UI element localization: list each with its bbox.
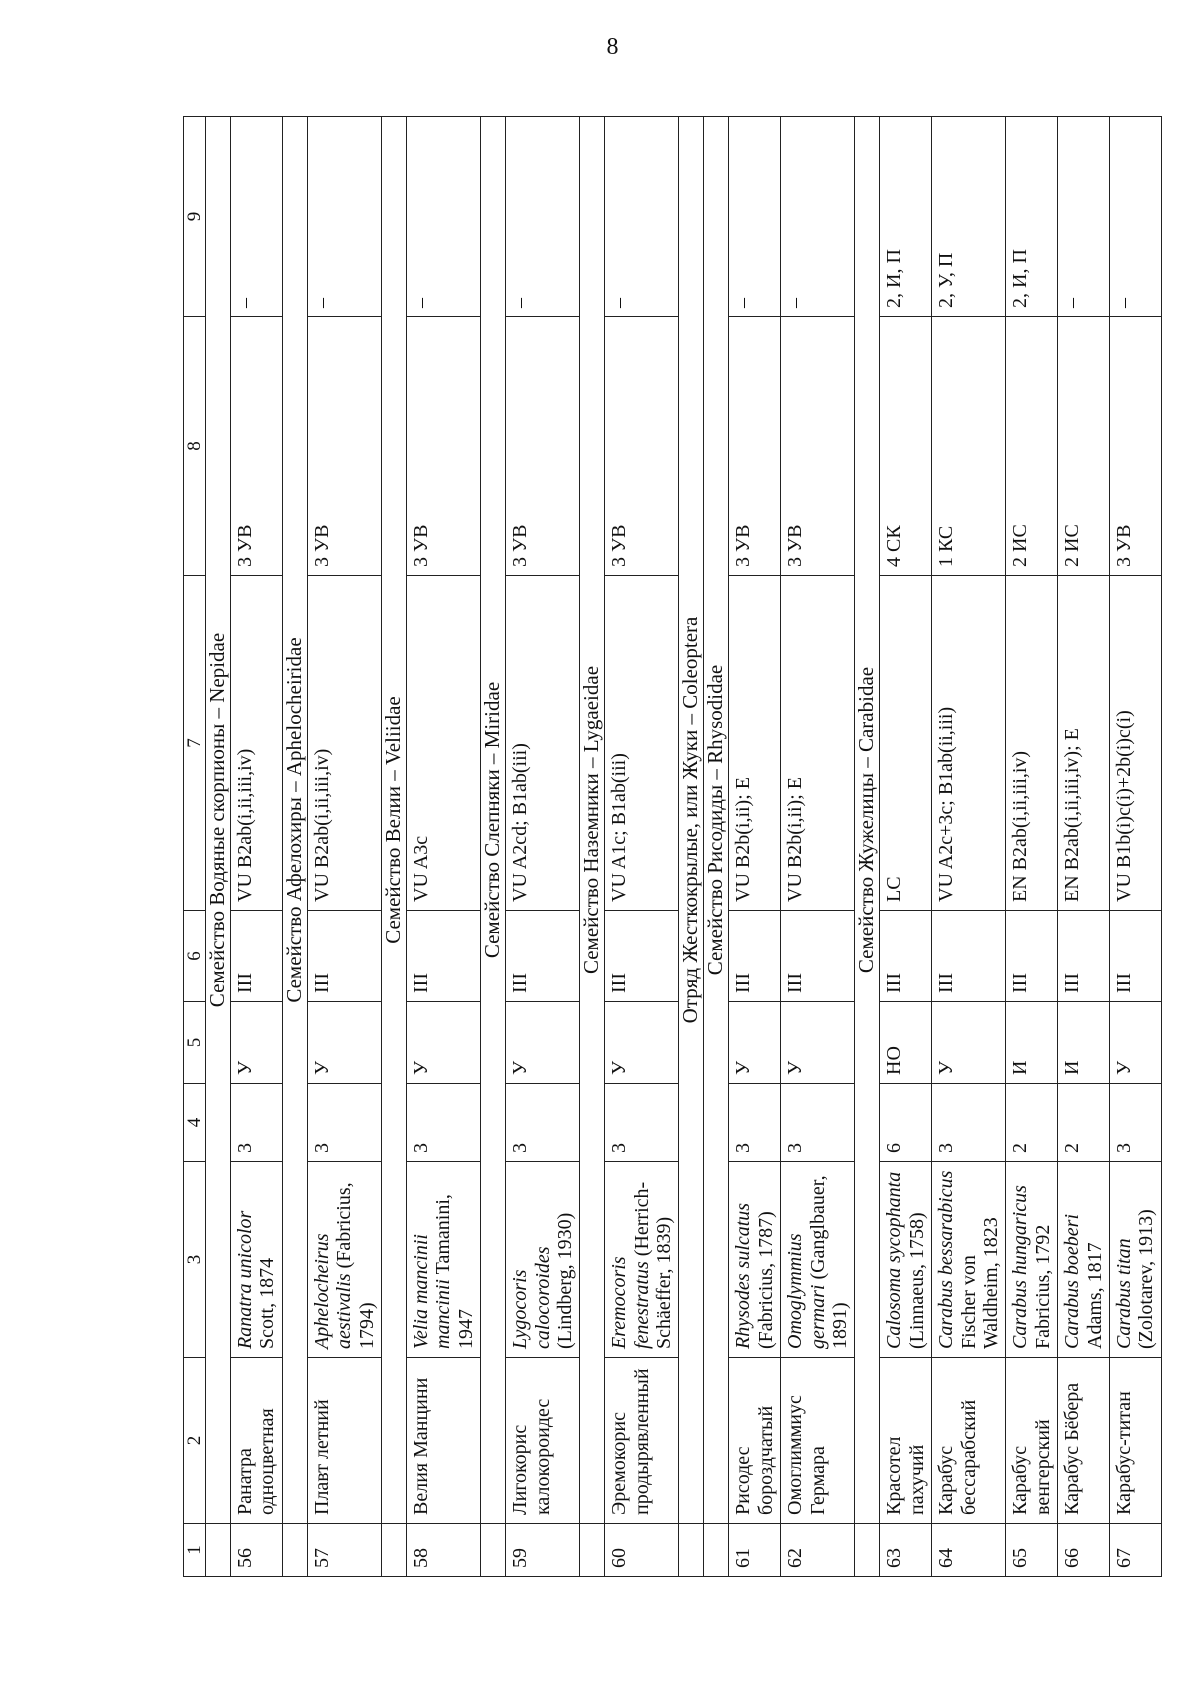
species-row xyxy=(880,117,932,1577)
latin-name: Aphelocheirus aestivalis xyxy=(310,1233,356,1349)
species-russian-name: Карабус бессарабский xyxy=(932,1358,1006,1524)
cell-col-8: 2 ИС xyxy=(1058,317,1110,576)
column-number-row xyxy=(184,117,206,1577)
page-number: 8 xyxy=(606,34,619,60)
species-russian-name: Рисодес бороздчатый xyxy=(729,1358,781,1524)
section-gap-cell xyxy=(206,1524,231,1577)
section-gap-cell xyxy=(580,1524,605,1577)
species-russian-name: Эремокорис продырявленный xyxy=(605,1358,679,1524)
species-scientific-name xyxy=(506,1162,580,1358)
cell-col-7: VU A1c; B1ab(iii) xyxy=(605,576,679,911)
cell-col-5: У xyxy=(307,1002,381,1084)
species-row xyxy=(1006,117,1058,1577)
species-row xyxy=(506,117,580,1577)
species-number: 63 xyxy=(880,1524,932,1577)
section-gap-cell xyxy=(381,1524,406,1577)
cell-col-5: У xyxy=(932,1002,1006,1084)
author-citation: Fabricius, 1792 xyxy=(1031,1224,1054,1349)
cell-col-5: И xyxy=(1006,1002,1058,1084)
species-scientific-name xyxy=(880,1162,932,1358)
section-row xyxy=(855,117,880,1577)
species-russian-name: Плавт летний xyxy=(307,1358,381,1524)
section-gap-cell xyxy=(282,1524,307,1577)
cell-col-9: 2, У, П xyxy=(932,117,1006,317)
species-russian-name: Красотел пахучий xyxy=(880,1358,932,1524)
species-scientific-name xyxy=(729,1162,781,1358)
species-number: 67 xyxy=(1109,1524,1161,1577)
cell-col-4: 3 xyxy=(781,1084,855,1162)
cell-col-8: 2 ИС xyxy=(1006,317,1058,576)
species-scientific-name xyxy=(406,1162,480,1358)
cell-col-5: У xyxy=(1109,1002,1161,1084)
author-citation: (Zolotarev, 1913) xyxy=(1135,1209,1158,1349)
species-row xyxy=(1058,117,1110,1577)
latin-name: Omoglymmius germari xyxy=(784,1233,829,1349)
cell-col-7: EN B2ab(i,ii,iii,iv); E xyxy=(1058,576,1110,911)
cell-col-5: И xyxy=(1058,1002,1110,1084)
latin-name: Carabus hungaricus xyxy=(1009,1185,1032,1349)
section-row xyxy=(704,117,729,1577)
species-row xyxy=(406,117,480,1577)
section-title: Отряд Жесткокрылые, или Жуки – Coleoptera xyxy=(679,117,704,1524)
cell-col-9: 2, И, П xyxy=(880,117,932,317)
cell-col-8: 3 УВ xyxy=(231,317,283,576)
column-number: 3 xyxy=(184,1162,206,1358)
cell-col-6: III xyxy=(880,911,932,1002)
cell-col-6: III xyxy=(406,911,480,1002)
cell-col-6: III xyxy=(932,911,1006,1002)
cell-col-7: VU A2c+3c; B1ab(ii,iii) xyxy=(932,576,1006,911)
latin-name: Velia mancinii mancinii xyxy=(409,1234,455,1349)
cell-col-8: 3 УВ xyxy=(406,317,480,576)
cell-col-4: 2 xyxy=(1058,1084,1110,1162)
section-title: Семейство Велии – Veliidae xyxy=(381,117,406,1524)
cell-col-4: 3 xyxy=(406,1084,480,1162)
cell-col-8: 3 УВ xyxy=(1109,317,1161,576)
cell-col-5: У xyxy=(406,1002,480,1084)
cell-col-5: У xyxy=(506,1002,580,1084)
latin-name: Lygocoris calocoroides xyxy=(509,1246,554,1349)
cell-col-5: У xyxy=(605,1002,679,1084)
cell-col-4: 3 xyxy=(605,1084,679,1162)
cell-col-5: У xyxy=(231,1002,283,1084)
species-row xyxy=(1109,117,1161,1577)
cell-col-9: – xyxy=(781,117,855,317)
species-russian-name: Ранатра одноцветная xyxy=(231,1358,283,1524)
section-row xyxy=(481,117,506,1577)
species-scientific-name xyxy=(605,1162,679,1358)
species-russian-name: Велия Манцини xyxy=(406,1358,480,1524)
column-number: 2 xyxy=(184,1358,206,1524)
author-citation: Adams, 1817 xyxy=(1083,1242,1106,1349)
latin-name: Carabus titan xyxy=(1112,1238,1135,1349)
rotated-table-container xyxy=(183,117,1200,1577)
species-number: 61 xyxy=(729,1524,781,1577)
species-number: 56 xyxy=(231,1524,283,1577)
section-title: Семейство Рисодиды – Rhysodidae xyxy=(704,117,729,1524)
cell-col-6: III xyxy=(231,911,283,1002)
cell-col-6: III xyxy=(729,911,781,1002)
section-gap-cell xyxy=(481,1524,506,1577)
author-citation: (Herrich-Schäeffer, 1839) xyxy=(630,1181,676,1349)
species-number: 58 xyxy=(406,1524,480,1577)
latin-name: Ranatra unicolor xyxy=(234,1210,256,1349)
cell-col-8: 3 УВ xyxy=(506,317,580,576)
species-number: 57 xyxy=(307,1524,381,1577)
cell-col-4: 3 xyxy=(932,1084,1006,1162)
cell-col-4: 3 xyxy=(307,1084,381,1162)
cell-col-4: 3 xyxy=(1109,1084,1161,1162)
species-russian-name: Карабус-титан xyxy=(1109,1358,1161,1524)
author-citation: (Fabricius, 1794) xyxy=(333,1182,378,1349)
cell-col-9: – xyxy=(231,117,283,317)
species-scientific-name xyxy=(1109,1162,1161,1358)
cell-col-7: LC xyxy=(880,576,932,911)
author-citation: Scott, 1874 xyxy=(256,1257,279,1349)
cell-col-9: – xyxy=(1109,117,1161,317)
section-title: Семейство Слепняки – Miridae xyxy=(481,117,506,1524)
cell-col-7: VU B2b(i,ii); E xyxy=(781,576,855,911)
species-row xyxy=(781,117,855,1577)
cell-col-5: НО xyxy=(880,1002,932,1084)
cell-col-9: – xyxy=(605,117,679,317)
species-scientific-name xyxy=(1058,1162,1110,1358)
author-citation: Fischer von Waldheim, 1823 xyxy=(957,1217,1002,1349)
cell-col-7: EN B2ab(i,ii,iii,iv) xyxy=(1006,576,1058,911)
section-title: Семейство Наземники – Lygaeidae xyxy=(580,117,605,1524)
cell-col-7: VU B2ab(i,ii,iii,iv) xyxy=(231,576,283,911)
species-russian-name: Карабус Бёбера xyxy=(1058,1358,1110,1524)
cell-col-4: 6 xyxy=(880,1084,932,1162)
column-number: 9 xyxy=(184,117,206,317)
species-row xyxy=(605,117,679,1577)
cell-col-6: III xyxy=(781,911,855,1002)
cell-col-9: – xyxy=(1058,117,1110,317)
section-gap-cell xyxy=(704,1524,729,1577)
species-number: 65 xyxy=(1006,1524,1058,1577)
cell-col-5: У xyxy=(781,1002,855,1084)
species-table xyxy=(183,116,1162,1577)
species-table-body xyxy=(184,117,1162,1577)
author-citation: (Ganglbauer, 1891) xyxy=(806,1175,852,1349)
column-number: 6 xyxy=(184,911,206,1002)
cell-col-4: 2 xyxy=(1006,1084,1058,1162)
cell-col-7: VU A2cd; B1ab(iii) xyxy=(506,576,580,911)
cell-col-5: У xyxy=(729,1002,781,1084)
cell-col-8: 3 УВ xyxy=(729,317,781,576)
cell-col-4: 3 xyxy=(729,1084,781,1162)
cell-col-9: – xyxy=(406,117,480,317)
species-scientific-name xyxy=(781,1162,855,1358)
cell-col-9: – xyxy=(729,117,781,317)
section-row xyxy=(282,117,307,1577)
cell-col-4: 3 xyxy=(231,1084,283,1162)
cell-col-9: – xyxy=(307,117,381,317)
cell-col-8: 4 СК xyxy=(880,317,932,576)
section-gap-cell xyxy=(855,1524,880,1577)
cell-col-8: 3 УВ xyxy=(307,317,381,576)
species-russian-name: Омоглиммиус Гермара xyxy=(781,1358,855,1524)
cell-col-7: VU A3c xyxy=(406,576,480,911)
column-number: 1 xyxy=(184,1524,206,1577)
section-row xyxy=(679,117,704,1577)
species-row xyxy=(729,117,781,1577)
cell-col-6: III xyxy=(1006,911,1058,1002)
cell-col-6: III xyxy=(307,911,381,1002)
species-row xyxy=(231,117,283,1577)
latin-name: Carabus boeberi xyxy=(1061,1214,1084,1349)
section-row xyxy=(381,117,406,1577)
species-russian-name: Карабус венгерский xyxy=(1006,1358,1058,1524)
column-number: 8 xyxy=(184,317,206,576)
latin-name: Carabus bessarabicus xyxy=(935,1170,958,1349)
species-number: 64 xyxy=(932,1524,1006,1577)
cell-col-8: 3 УВ xyxy=(605,317,679,576)
author-citation: Tamanini, 1947 xyxy=(432,1194,477,1349)
section-gap-cell xyxy=(679,1524,704,1577)
cell-col-6: III xyxy=(506,911,580,1002)
section-row xyxy=(206,117,231,1577)
species-row xyxy=(307,117,381,1577)
section-title: Семейство Водяные скорпионы – Nepidae xyxy=(206,117,231,1524)
species-scientific-name xyxy=(932,1162,1006,1358)
column-number: 4 xyxy=(184,1084,206,1162)
cell-col-8: 3 УВ xyxy=(781,317,855,576)
column-number: 5 xyxy=(184,1002,206,1084)
species-scientific-name xyxy=(231,1162,283,1358)
species-row xyxy=(932,117,1006,1577)
species-scientific-name xyxy=(307,1162,381,1358)
cell-col-7: VU B1b(i)c(i)+2b(i)c(i) xyxy=(1109,576,1161,911)
species-russian-name: Лигокорис калокороидес xyxy=(506,1358,580,1524)
author-citation: (Linnaeus, 1758) xyxy=(905,1212,928,1349)
cell-col-6: III xyxy=(1109,911,1161,1002)
cell-col-6: III xyxy=(1058,911,1110,1002)
species-number: 60 xyxy=(605,1524,679,1577)
cell-col-7: VU B2ab(i,ii,iii,iv) xyxy=(307,576,381,911)
section-title: Семейство Жужелицы – Carabidae xyxy=(855,117,880,1524)
species-number: 59 xyxy=(506,1524,580,1577)
latin-name: Calosoma sycophanta xyxy=(883,1171,906,1349)
cell-col-9: – xyxy=(506,117,580,317)
cell-col-8: 1 КС xyxy=(932,317,1006,576)
species-number: 62 xyxy=(781,1524,855,1577)
cell-col-7: VU B2b(i,ii); E xyxy=(729,576,781,911)
author-citation: (Lindberg, 1930) xyxy=(553,1212,576,1349)
column-number: 7 xyxy=(184,576,206,911)
section-title: Семейство Афелохиры – Aphelocheiridae xyxy=(282,117,307,1524)
latin-name: Rhysodes sulcatus xyxy=(732,1202,755,1349)
cell-col-9: 2, И, П xyxy=(1006,117,1058,317)
author-citation: (Fabricius, 1787) xyxy=(754,1211,777,1349)
section-row xyxy=(580,117,605,1577)
species-scientific-name xyxy=(1006,1162,1058,1358)
cell-col-6: III xyxy=(605,911,679,1002)
species-number: 66 xyxy=(1058,1524,1110,1577)
cell-col-4: 3 xyxy=(506,1084,580,1162)
latin-name: Eremocoris fenestratus xyxy=(608,1256,653,1349)
